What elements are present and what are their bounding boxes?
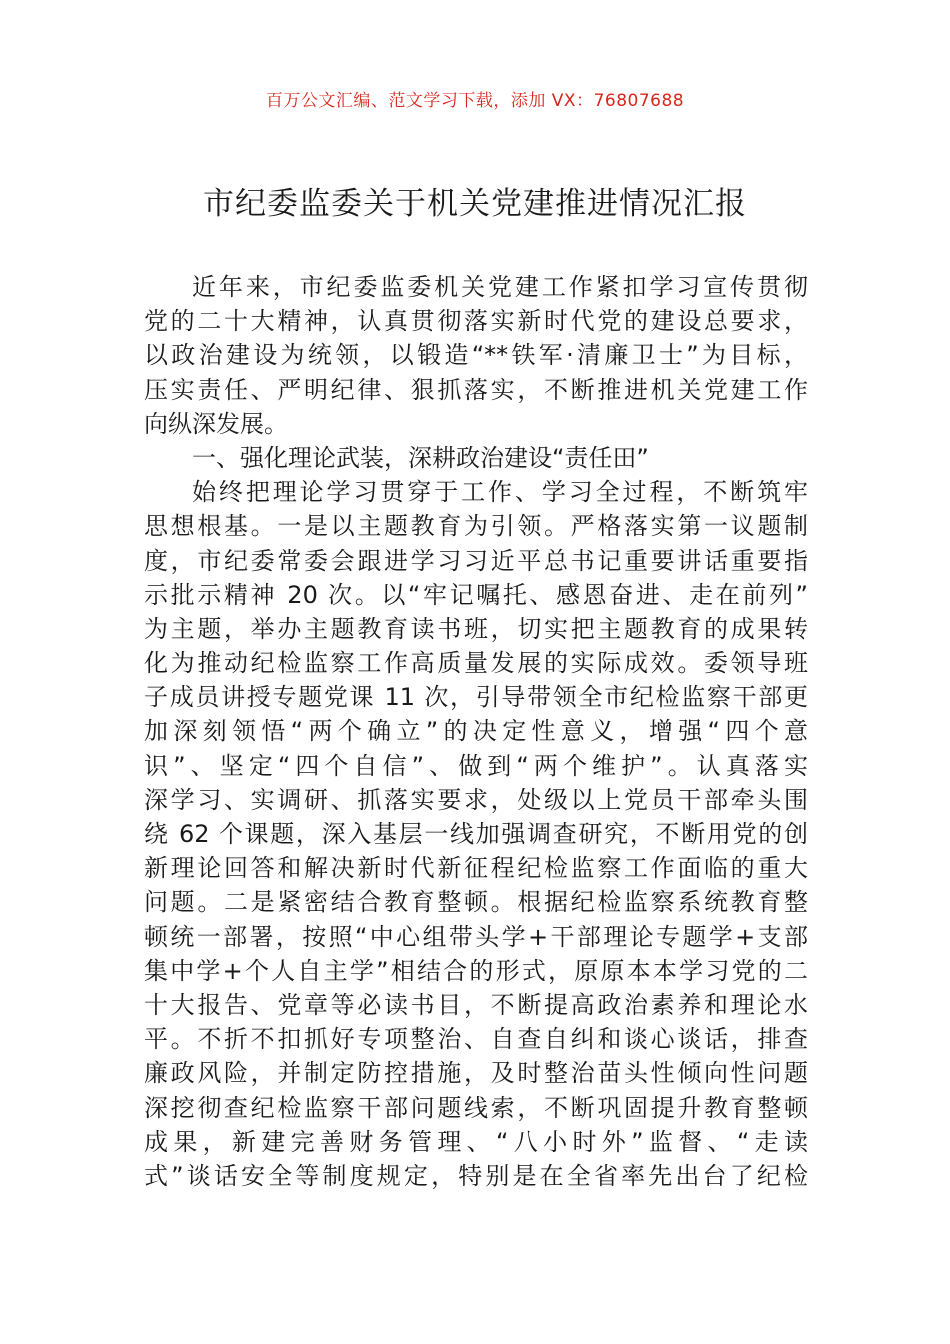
body-line: 深挖彻查纪检监察干部问题线索，不断巩固提升教育整顿 <box>144 1093 808 1122</box>
body-line: 问题。二是紧密结合教育整顿。根据纪检监察系统教育整 <box>144 888 808 917</box>
body-line: 平。不折不扣抓好专项整治、自查自纠和谈心谈话，排查 <box>144 1025 808 1054</box>
body-line: 顿统一部署，按照“中心组带头学+干部理论专题学+支部 <box>144 922 808 951</box>
header-promo-note: 百万公文汇编、范文学习下载，添加 VX：76807688 <box>265 91 685 111</box>
body-line: 压实责任、严明纪律、狠抓落实，不断推进机关党建工作 <box>144 375 808 404</box>
body-line: 近年来，市纪委监委机关党建工作紧扣学习宣传贯彻 <box>192 273 808 301</box>
body-line: 以政治建设为统领，以锻造“**铁军·清廉卫士”为目标， <box>144 341 808 370</box>
body-line: 深学习、实调研、抓落实要求，处级以上党员干部牵头围 <box>144 785 808 814</box>
body-line: 集中学+个人自主学”相结合的形式，原原本本学习党的二 <box>144 956 808 985</box>
body-line: 识”、坚定“四个自信”、做到“两个维护”。认真落实 <box>144 751 808 780</box>
body-line: 始终把理论学习贯穿于工作、学习全过程，不断筑牢 <box>192 478 808 507</box>
body-line: 新理论回答和解决新时代新征程纪检监察工作面临的重大 <box>144 854 808 883</box>
body-line: 向纵深发展。 <box>144 409 288 438</box>
section-heading: 一、强化理论武装，深耕政治建设“责任田” <box>192 443 649 472</box>
body-line: 思想根基。一是以主题教育为引领。严格落实第一议题制 <box>144 512 808 541</box>
body-line: 加深刻领悟“两个确立”的决定性意义，增强“四个意 <box>144 717 808 746</box>
body-line: 示批示精神 20 次。以“牢记嘱托、感恩奋进、走在前列” <box>144 580 808 609</box>
document-body <box>144 270 808 1193</box>
body-line: 化为推动纪检监察工作高质量发展的实际成效。委领导班 <box>144 649 808 678</box>
body-line: 度，市纪委常委会跟进学习习近平总书记重要讲话重要指 <box>144 546 808 575</box>
document-title: 市纪委监委关于机关党建推进情况汇报 <box>203 186 747 222</box>
body-line: 成果，新建完善财务管理、“八小时外”监督、“走读 <box>144 1127 808 1156</box>
body-line: 为主题，举办主题教育读书班，切实把主题教育的成果转 <box>144 614 808 643</box>
body-line: 绕 62 个课题，深入基层一线加强调查研究，不断用党的创 <box>144 820 808 848</box>
body-line: 子成员讲授专题党课 11 次，引导带领全市纪检监察干部更 <box>144 683 808 712</box>
body-line: 廉政风险，并制定防控措施，及时整治苗头性倾向性问题 <box>144 1059 808 1088</box>
body-line: 十大报告、党章等必读书目，不断提高政治素养和理论水 <box>144 990 808 1019</box>
body-line: 党的二十大精神，认真贯彻落实新时代党的建设总要求， <box>144 307 808 336</box>
body-line: 式”谈话安全等制度规定，特别是在全省率先出台了纪检 <box>144 1161 808 1190</box>
